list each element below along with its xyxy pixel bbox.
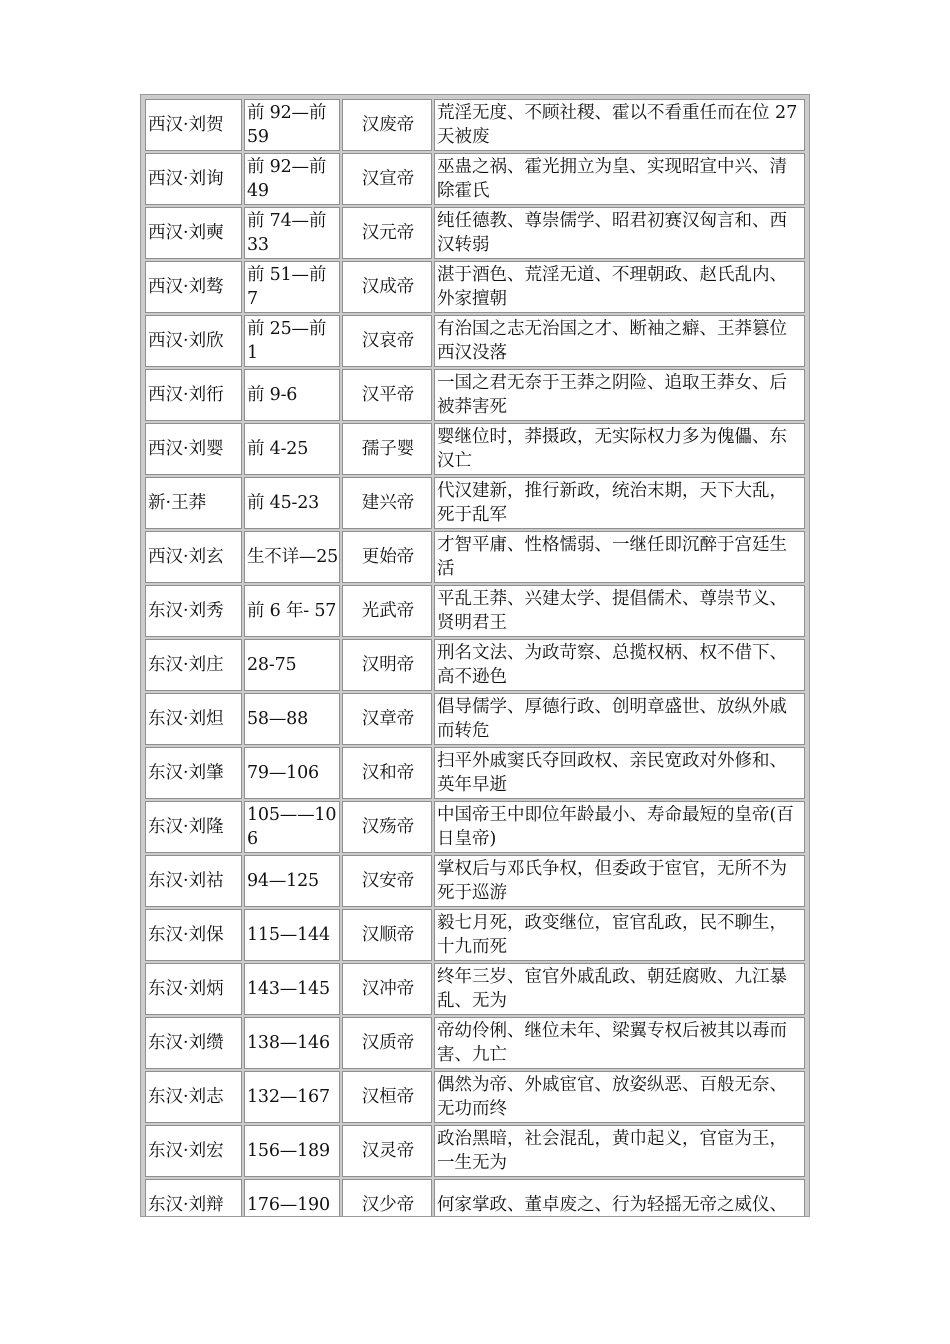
title-cell: 汉平帝 xyxy=(342,369,432,421)
table-row xyxy=(145,1179,805,1217)
emperor-table xyxy=(143,97,807,1217)
ruler-cell: 西汉·刘玄 xyxy=(145,531,242,583)
table-row xyxy=(145,1071,805,1123)
title-cell: 汉废帝 xyxy=(342,99,432,151)
years-cell: 58—88 xyxy=(244,693,340,745)
years-cell: 94—125 xyxy=(244,855,340,907)
years-cell: 前 45-23 xyxy=(244,477,340,529)
title-cell: 汉少帝 xyxy=(342,1179,432,1217)
ruler-cell: 西汉·刘婴 xyxy=(145,423,242,475)
ruler-cell: 东汉·刘辩 xyxy=(145,1179,242,1217)
title-cell: 汉宣帝 xyxy=(342,153,432,205)
title-cell: 汉哀帝 xyxy=(342,315,432,367)
table-row xyxy=(145,99,805,151)
table-row xyxy=(145,693,805,745)
years-cell: 生不详—25 xyxy=(244,531,340,583)
note-cell: 政治黑暗，社会混乱，黄巾起义，官宦为王，一生无为 xyxy=(434,1125,805,1177)
ruler-cell: 西汉·刘骜 xyxy=(145,261,242,313)
years-cell: 115—144 xyxy=(244,909,340,961)
note-cell: 有治国之志无治国之才、断袖之癖、王莽篡位西汉没落 xyxy=(434,315,805,367)
ruler-cell: 西汉·刘询 xyxy=(145,153,242,205)
note-cell: 中国帝王中即位年龄最小、寿命最短的皇帝(百日皇帝) xyxy=(434,801,805,853)
ruler-cell: 东汉·刘保 xyxy=(145,909,242,961)
note-cell: 何家掌政、董卓废之、行为轻摇无帝之威仪、 xyxy=(434,1179,805,1217)
note-cell: 掌权后与邓氏争权，但委政于宦官，无所不为死于巡游 xyxy=(434,855,805,907)
years-cell: 前 6 年- 57 xyxy=(244,585,340,637)
years-cell: 132—167 xyxy=(244,1071,340,1123)
title-cell: 汉明帝 xyxy=(342,639,432,691)
table-row xyxy=(145,261,805,313)
table-row xyxy=(145,585,805,637)
title-cell: 汉冲帝 xyxy=(342,963,432,1015)
years-cell: 79—106 xyxy=(244,747,340,799)
table-row xyxy=(145,153,805,205)
table-row xyxy=(145,369,805,421)
table-row xyxy=(145,477,805,529)
ruler-cell: 西汉·刘贺 xyxy=(145,99,242,151)
title-cell: 汉成帝 xyxy=(342,261,432,313)
ruler-cell: 新·王莽 xyxy=(145,477,242,529)
title-cell: 光武帝 xyxy=(342,585,432,637)
title-cell: 汉顺帝 xyxy=(342,909,432,961)
years-cell: 前 4-25 xyxy=(244,423,340,475)
ruler-cell: 东汉·刘祜 xyxy=(145,855,242,907)
title-cell: 汉章帝 xyxy=(342,693,432,745)
table-row xyxy=(145,315,805,367)
years-cell: 前 74—前 33 xyxy=(244,207,340,259)
ruler-cell: 东汉·刘志 xyxy=(145,1071,242,1123)
note-cell: 巫蛊之祸、霍光拥立为皇、实现昭宣中兴、清除霍氏 xyxy=(434,153,805,205)
ruler-cell: 东汉·刘炟 xyxy=(145,693,242,745)
note-cell: 纯任德教、尊崇儒学、昭君初赛汉匈言和、西汉转弱 xyxy=(434,207,805,259)
title-cell: 更始帝 xyxy=(342,531,432,583)
note-cell: 湛于酒色、荒淫无道、不理朝政、赵氏乱内、外家擅朝 xyxy=(434,261,805,313)
note-cell: 一国之君无奈于王莽之阴险、追取王莽女、后被莽害死 xyxy=(434,369,805,421)
ruler-cell: 东汉·刘庄 xyxy=(145,639,242,691)
years-cell: 前 51—前 7 xyxy=(244,261,340,313)
years-cell: 前 92—前 49 xyxy=(244,153,340,205)
years-cell: 138—146 xyxy=(244,1017,340,1069)
note-cell: 终年三岁、宦官外戚乱政、朝廷腐败、九江暴乱、无为 xyxy=(434,963,805,1015)
ruler-cell: 东汉·刘缵 xyxy=(145,1017,242,1069)
note-cell: 毅七月死，政变继位，宦官乱政，民不聊生，十九而死 xyxy=(434,909,805,961)
title-cell: 汉和帝 xyxy=(342,747,432,799)
years-cell: 前 9-6 xyxy=(244,369,340,421)
table-row xyxy=(145,909,805,961)
table-row xyxy=(145,1125,805,1177)
ruler-cell: 东汉·刘秀 xyxy=(145,585,242,637)
note-cell: 偶然为帝、外戚宦官、放姿纵恶、百般无奈、无功而终 xyxy=(434,1071,805,1123)
years-cell: 143—145 xyxy=(244,963,340,1015)
years-cell: 前 25—前 1 xyxy=(244,315,340,367)
ruler-cell: 西汉·刘奭 xyxy=(145,207,242,259)
table-row xyxy=(145,963,805,1015)
emperor-table-body xyxy=(145,99,805,1217)
ruler-cell: 东汉·刘肇 xyxy=(145,747,242,799)
ruler-cell: 东汉·刘炳 xyxy=(145,963,242,1015)
title-cell: 汉桓帝 xyxy=(342,1071,432,1123)
years-cell: 176—190 xyxy=(244,1179,340,1217)
table-row xyxy=(145,855,805,907)
table-row xyxy=(145,423,805,475)
years-cell: 156—189 xyxy=(244,1125,340,1177)
title-cell: 汉殇帝 xyxy=(342,801,432,853)
note-cell: 才智平庸、性格懦弱、一继任即沉醉于宫廷生活 xyxy=(434,531,805,583)
table-row xyxy=(145,747,805,799)
title-cell: 汉质帝 xyxy=(342,1017,432,1069)
note-cell: 倡导儒学、厚德行政、创明章盛世、放纵外戚而转危 xyxy=(434,693,805,745)
ruler-cell: 东汉·刘宏 xyxy=(145,1125,242,1177)
title-cell: 汉元帝 xyxy=(342,207,432,259)
title-cell: 建兴帝 xyxy=(342,477,432,529)
years-cell: 前 92—前 59 xyxy=(244,99,340,151)
table-row xyxy=(145,639,805,691)
emperor-table-container xyxy=(140,94,810,1217)
note-cell: 荒淫无度、不顾社稷、霍以不看重任而在位 27 天被废 xyxy=(434,99,805,151)
ruler-cell: 东汉·刘隆 xyxy=(145,801,242,853)
table-row xyxy=(145,531,805,583)
note-cell: 帝幼伶俐、继位未年、梁翼专权后被其以毒而害、九亡 xyxy=(434,1017,805,1069)
note-cell: 平乱王莽、兴建太学、提倡儒术、尊崇节义、贤明君王 xyxy=(434,585,805,637)
years-cell: 105——106 xyxy=(244,801,340,853)
note-cell: 扫平外戚窦氏夺回政权、亲民宽政对外修和、英年早逝 xyxy=(434,747,805,799)
title-cell: 汉安帝 xyxy=(342,855,432,907)
ruler-cell: 西汉·刘欣 xyxy=(145,315,242,367)
table-row xyxy=(145,207,805,259)
title-cell: 孺子婴 xyxy=(342,423,432,475)
note-cell: 代汉建新，推行新政，统治末期，天下大乱，死于乱军 xyxy=(434,477,805,529)
title-cell: 汉灵帝 xyxy=(342,1125,432,1177)
ruler-cell: 西汉·刘衎 xyxy=(145,369,242,421)
note-cell: 刑名文法、为政苛察、总揽权柄、权不借下、高不逊色 xyxy=(434,639,805,691)
table-row xyxy=(145,801,805,853)
table-row xyxy=(145,1017,805,1069)
years-cell: 28-75 xyxy=(244,639,340,691)
note-cell: 婴继位时，莽摄政，无实际权力多为傀儡、东汉亡 xyxy=(434,423,805,475)
